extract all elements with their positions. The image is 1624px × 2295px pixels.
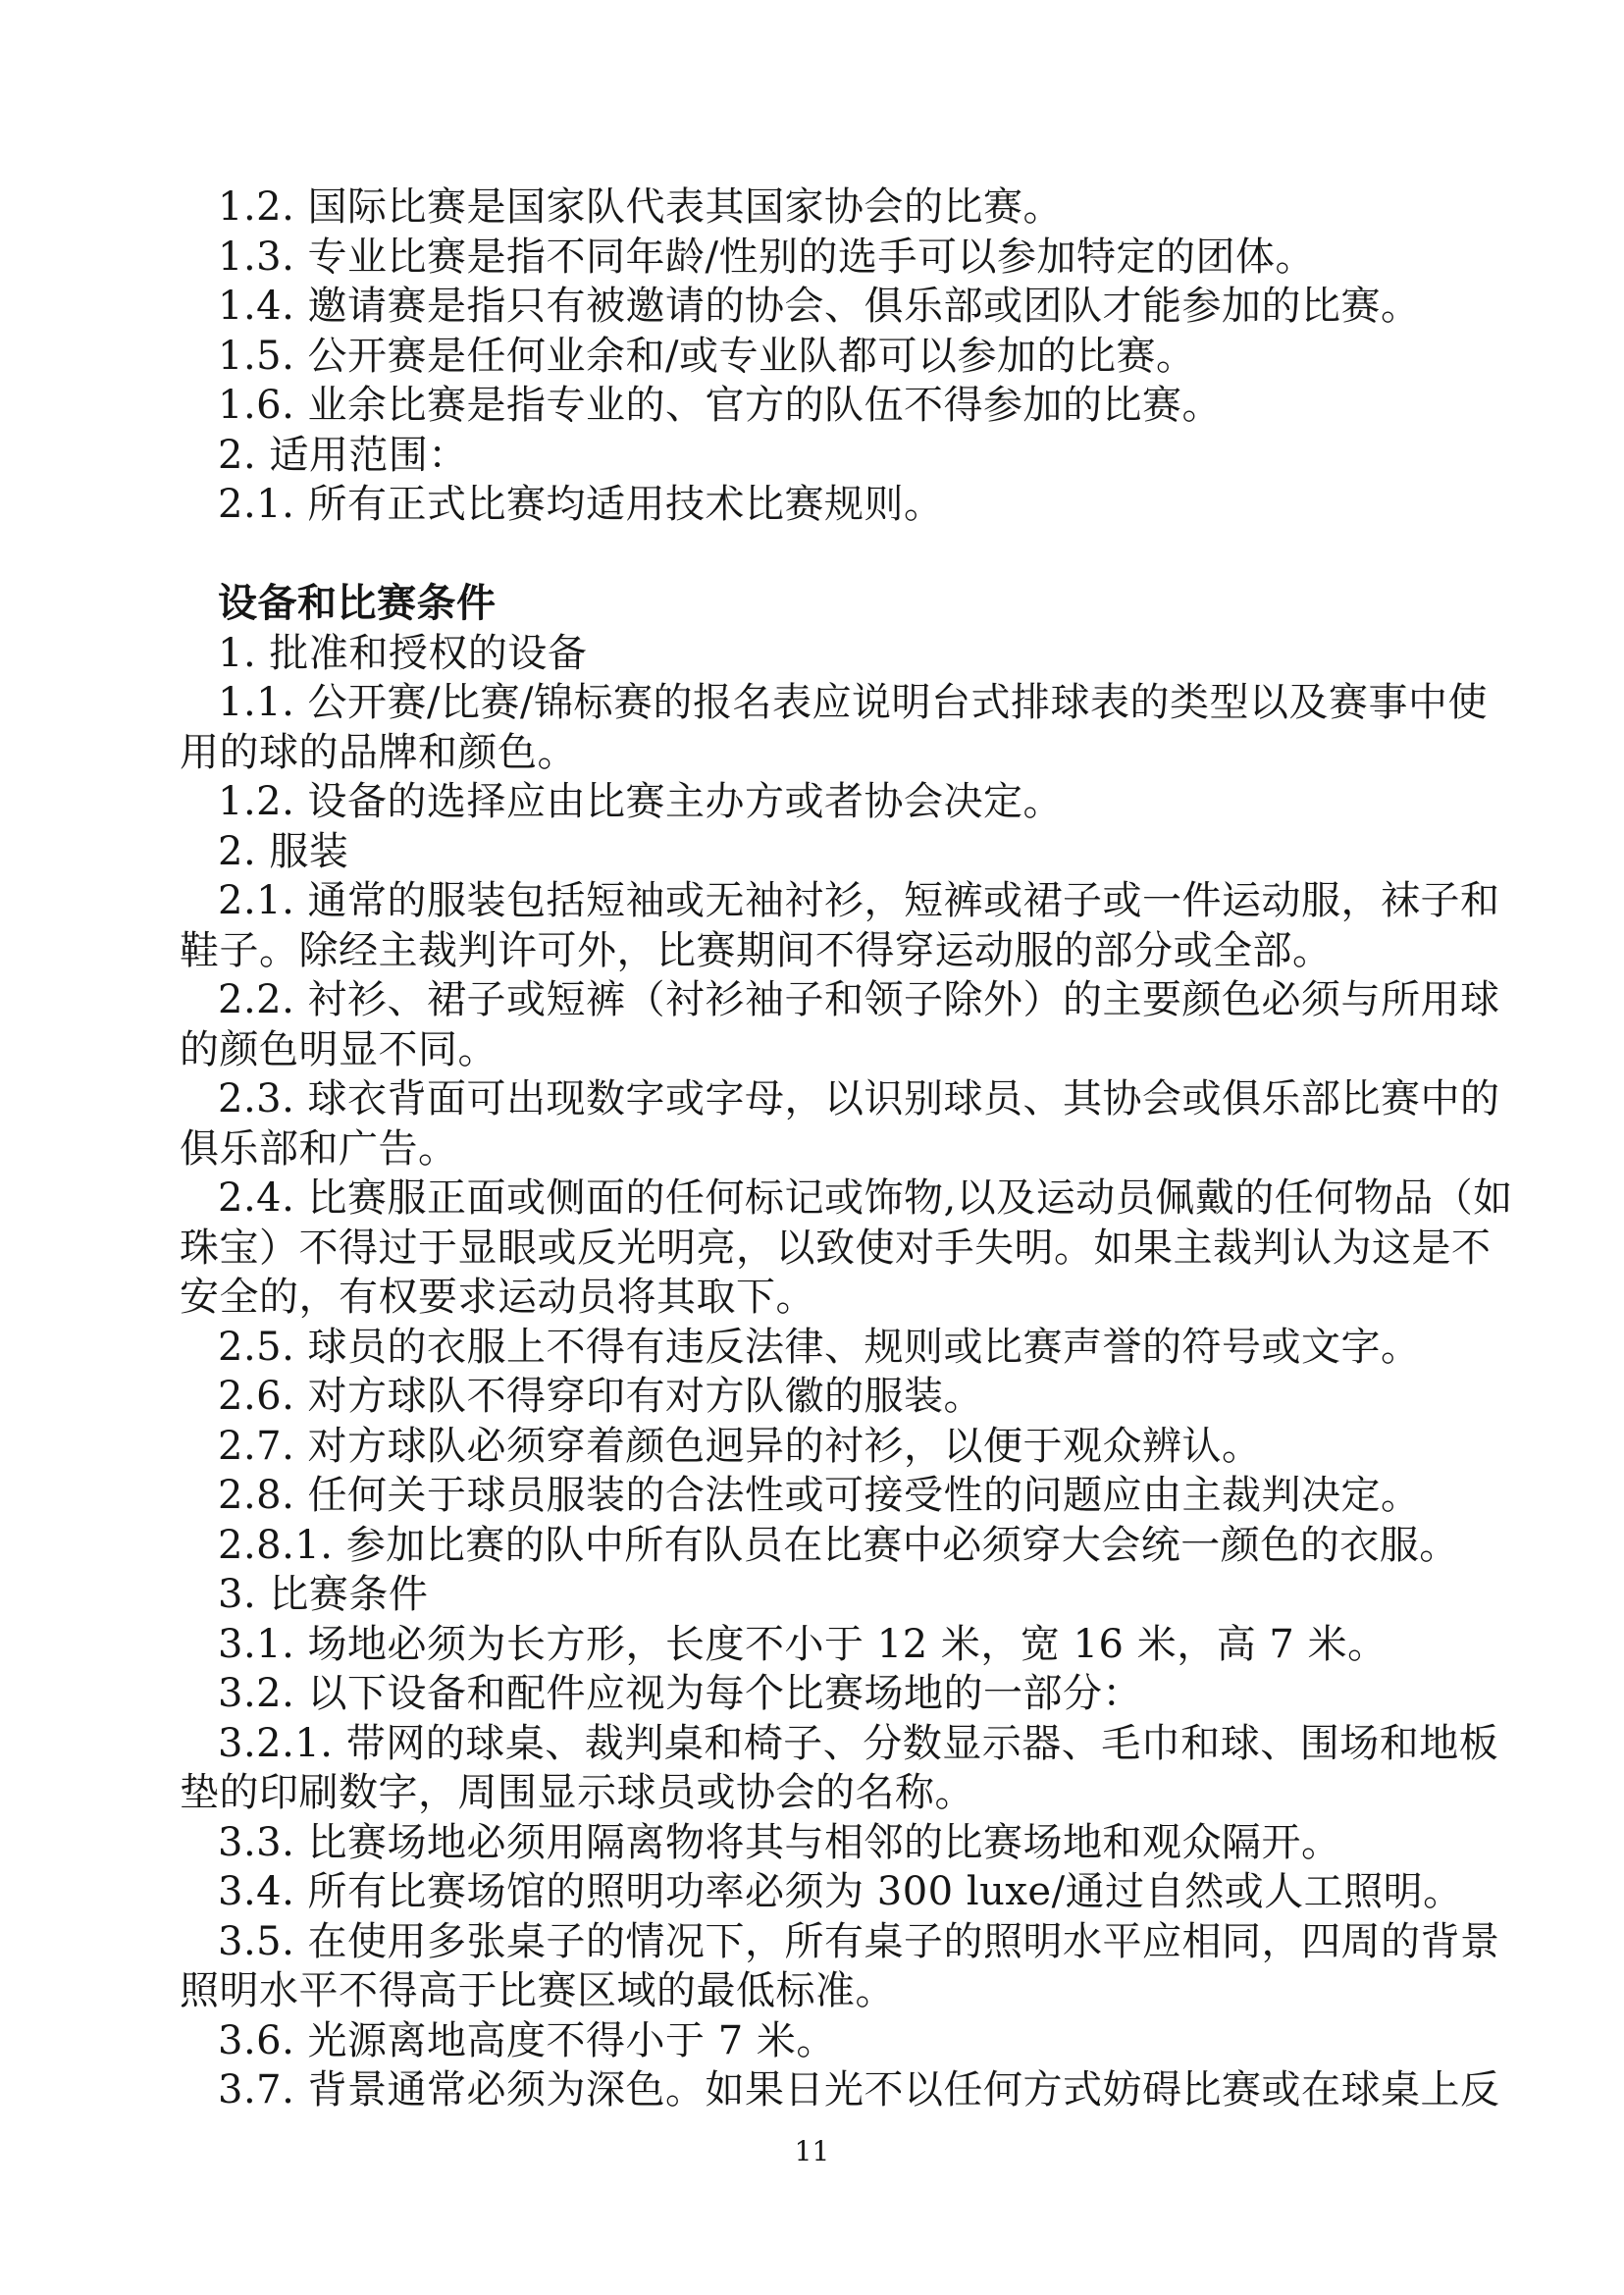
text-line: 3.6. 光源离地高度不得小于 7 米。 [218, 2017, 836, 2063]
text-line: 1.1. 公开赛/比赛/锦标赛的报名表应说明台式排球表的类型以及赛事中使 [218, 680, 1488, 725]
text-line: 2.8.1. 参加比赛的队中所有队员在比赛中必须穿大会统一颜色的衣服。 [218, 1522, 1459, 1568]
document-body [180, 183, 1514, 2115]
text-line: 1.4. 邀请赛是指只有被邀请的协会、俱乐部或团队才能参加的比赛。 [218, 284, 1421, 329]
text-line: 俱乐部和广告。 [180, 1125, 458, 1172]
text-line: 3.5. 在使用多张桌子的情况下，所有桌子的照明水平应相同，四周的背景 [218, 1918, 1500, 1964]
text-line: 2. 适用范围： [218, 432, 468, 478]
text-line: 3. 比赛条件 [218, 1572, 429, 1617]
text-line: 1.6. 业余比赛是指专业的、官方的队伍不得参加的比赛。 [218, 383, 1223, 428]
text-line: 2.1. 通常的服装包括短袖或无袖衬衫，短裤或裙子或一件运动服，袜子和 [218, 878, 1500, 923]
text-line: 2.4. 比赛服正面或侧面的任何标记或饰物,以及运动员佩戴的任何物品（如 [218, 1175, 1513, 1221]
text-line: 用的球的品牌和颜色。 [180, 729, 577, 775]
text-line: 2.6. 对方球队不得穿印有对方队徽的服装。 [218, 1374, 984, 1419]
text-line: 1. 批准和授权的设备 [218, 630, 588, 676]
text-line: 3.3. 比赛场地必须用隔离物将其与相邻的比赛场地和观众隔开。 [218, 1819, 1341, 1865]
text-line: 2.5. 球员的衣服上不得有违反法律、规则或比赛声誉的符号或文字。 [218, 1324, 1421, 1370]
text-line: 2.1. 所有正式比赛均适用技术比赛规则。 [218, 482, 944, 527]
text-line: 3.2. 以下设备和配件应视为每个比赛场地的一部分： [218, 1671, 1143, 1716]
text-line: 2.2. 衬衫、裙子或短裤（衬衫袖子和领子除外）的主要颜色必须与所用球 [218, 977, 1500, 1022]
text-line: 3.7. 背景通常必须为深色。如果日光不以任何方式妨碍比赛或在球桌上反 [218, 2067, 1500, 2112]
text-line: 1.2. 国际比赛是国家队代表其国家协会的比赛。 [218, 184, 1064, 230]
text-line: 1.5. 公开赛是任何业余和/或专业队都可以参加的比赛。 [218, 333, 1196, 379]
text-line: 的颜色明显不同。 [180, 1026, 498, 1072]
text-line: 3.4. 所有比赛场馆的照明功率必须为 300 luxe/通过自然或人工照明。 [218, 1869, 1463, 1914]
text-line: 2.8. 任何关于球员服装的合法性或可接受性的问题应由主裁判决定。 [218, 1473, 1421, 1518]
text-line [180, 530, 1514, 580]
text-line: 2. 服装 [218, 828, 349, 874]
text-line: 2.7. 对方球队必须穿着颜色迥异的衬衫，以便于观众辨认。 [218, 1423, 1262, 1469]
text-line: 3.2.1. 带网的球桌、裁判桌和椅子、分数显示器、毛巾和球、围场和地板 [218, 1720, 1499, 1766]
section-heading: 设备和比赛条件 [218, 580, 497, 626]
text-line: 1.3. 专业比赛是指不同年龄/性别的选手可以参加特定的团体。 [218, 234, 1316, 280]
text-line: 垫的印刷数字，周围显示球员或协会的名称。 [180, 1770, 974, 1815]
page-number: 11 [794, 2135, 830, 2167]
text-line: 2.3. 球衣背面可出现数字或字母，以识别球员、其协会或俱乐部比赛中的 [218, 1076, 1500, 1121]
text-line: 安全的，有权要求运动员将其取下。 [180, 1275, 815, 1320]
text-line: 3.1. 场地必须为长方形，长度不小于 12 米，宽 16 米，高 7 米。 [218, 1621, 1388, 1667]
text-line: 鞋子。除经主裁判许可外，比赛期间不得穿运动服的部分或全部。 [180, 927, 1333, 973]
text-line: 1.2. 设备的选择应由比赛主办方或者协会决定。 [218, 779, 1064, 824]
text-line: 珠宝）不得过于显眼或反光明亮，以致使对手失明。如果主裁判认为这是不 [180, 1225, 1492, 1271]
text-line: 照明水平不得高于比赛区域的最低标准。 [180, 1968, 895, 2013]
